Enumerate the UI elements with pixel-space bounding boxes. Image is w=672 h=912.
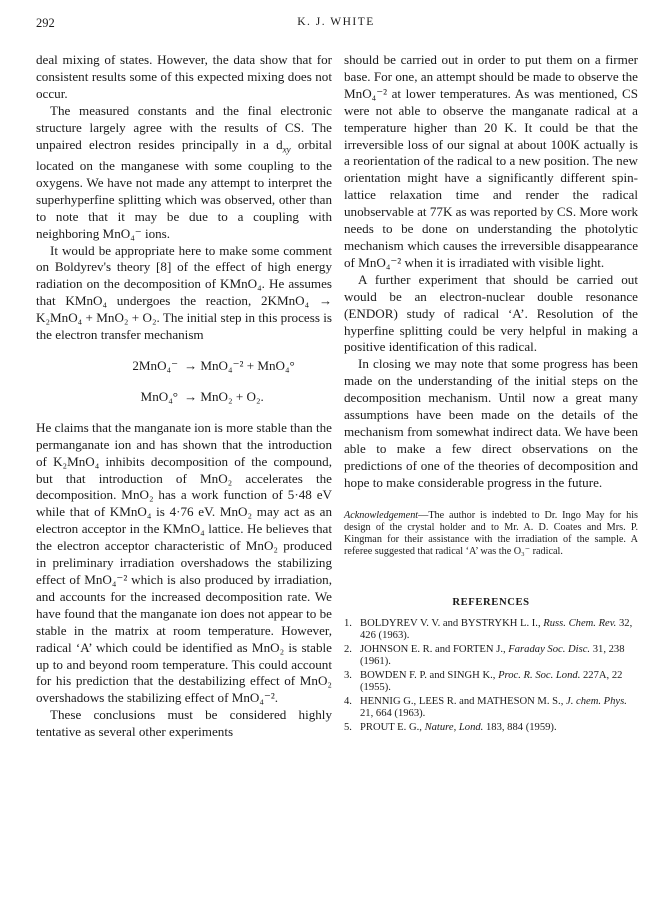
reference-authors: HENNIG G., LEES R. and MATHESON M. S.,: [360, 695, 566, 707]
reference-number: 4.: [344, 695, 352, 707]
paragraph: He claims that the manganate ion is more stable than the permanganate ion and has shown that the introduction of K₂MnO₄ inhibits decomposition of the compound, but that introduction of MnO₂ accelerates the decomposition. MnO₂ has a work function of 5·48 eV while that of KMnO₄ is 4·76 eV. MnO₂ may act as an electron acceptor in the KMnO₄ lattice. He believes that the electron acceptor characteristic of MnO₂ produced in preliminary irradiation overshadows the stabilizing effect of MnO₄⁻² which is also produced by irradiation, and accounts for the increased decomposition rate. We have found that the manganate ion does not appear to be stable in the matrix at room temperature. However, radical ‘A’ which could be identified as MnO₂ is stable up to and beyond room temperature. This could account for his prediction that the destabilizing effect of MnO₂ overshadows the stabilizing effect of MnO₄⁻².: [36, 419, 332, 706]
page-header: [36, 16, 636, 34]
paragraph: In closing we may note that some progress has been made on the understanding of the initial steps on the decomposition mechanism. Until now a great many assumptions have been made on the details of the mechanism from somewhat indirect data. We have been able to make a few direct observations on the predictions of one of the theories of decomposition and hope to make considerable progress in the future.: [344, 356, 638, 490]
reference-journal: Russ. Chem. Rev.: [543, 617, 617, 629]
paragraph-text: orbital located on the manganese with some coupling to the oxygens. We have not made any attempt to interpret the superhyperfine splitting which was observed, other than to note that it may be due to a coupling with neighboring MnO₄⁻ ions.: [36, 136, 332, 241]
paragraph: should be carried out in order to put them on a firmer base. For one, an attempt should be made to observe the MnO₄⁻² at lower temperatures. As was mentioned, CS were not able to observe the manganate radical at a temperature higher than 20 K. It could be that the irreversible loss of our signal at about 100K actually is a reorientation of the radical to a new position. The new orientation might have a significantly different spin-lattice relaxation time and render the radical unobservable at 77K as was reported by CS. More work needs to be done on understanding the photolytic mechanism which causes the irreversible disappearance of MnO₄⁻² when it is irradiated with visible light.: [344, 52, 638, 270]
paragraph: It would be appropriate here to make some comment on Boldyrev's theory [8] of the effect of high energy radiation on the decomposition of KMnO₄. He assumes that KMnO₄ undergoes the reaction, 2KMnO₄ → K₂MnO₄ + MnO₂ + O₂. The initial step in this process is the electron transfer mechanism: [36, 242, 332, 343]
equation-rhs: → MnO₂ + O₂.: [184, 388, 264, 404]
paragraph: These conclusions must be considered highly tentative as several other experiments: [36, 707, 332, 740]
acknowledgement-label: Acknowledgement: [344, 509, 419, 521]
paragraph-text: The measured constants and the final electronic structure largely agree with the results of CS. The unpaired electron resides principally in a d: [36, 102, 332, 152]
reference-item: [344, 696, 638, 721]
reference-item: [344, 644, 638, 669]
equation-1: [36, 358, 332, 375]
reference-journal: Faraday Soc. Disc.: [508, 643, 591, 655]
equation-lhs: MnO₄°: [140, 388, 178, 404]
equation-block: [36, 358, 332, 406]
reference-details: 227A, 22 (1955).: [360, 669, 623, 694]
reference-item: [344, 670, 638, 695]
paragraph: A further experiment that should be carried out would be an electron-nuclear double resonance (ENDOR) study of radical ‘A’. Resolution of the hyperfine splitting could be very helpful in making a positive identification of this radical.: [344, 271, 638, 355]
reference-number: 3.: [344, 669, 352, 681]
acknowledgement: [344, 510, 638, 559]
reference-number: 5.: [344, 721, 352, 733]
reference-journal: Proc. R. Soc. Lond.: [498, 669, 581, 681]
reference-details: 32, 426 (1963).: [360, 617, 633, 642]
page-number: 292: [36, 16, 55, 30]
reference-authors: JOHNSON E. R. and FORTEN J.,: [360, 643, 509, 655]
reference-journal: J. chem. Phys.: [566, 695, 627, 707]
reference-authors: BOLDYREV V. V. and BYSTRYKH L. I.,: [360, 617, 544, 629]
right-column: [344, 52, 638, 735]
reference-number: 1.: [344, 617, 352, 629]
equation-lhs: 2MnO₄⁻: [132, 358, 178, 374]
reference-authors: BOWDEN F. P. and SINGH K.,: [360, 669, 499, 681]
reference-item: [344, 722, 638, 735]
running-head: K. J. WHITE: [297, 16, 375, 28]
reference-number: 2.: [344, 643, 352, 655]
reference-authors: PROUT E. G.,: [360, 721, 425, 733]
equation-rhs: → MnO₄⁻² + MnO₄°: [184, 358, 295, 374]
reference-item: [344, 618, 638, 643]
orbital-subscript: xy: [282, 144, 291, 155]
references-heading: REFERENCES: [452, 596, 530, 608]
references-list: [344, 618, 638, 735]
acknowledgement-text: —The author is indebted to Dr. Ingo May for his design of the crystal holder and to Mr. A. D. Coates and Mrs. P. Kingman for their assistance with the irradiation of the sample. A referee suggested that radical ‘A’ was the O₃⁻ radical.: [344, 509, 638, 558]
paragraph: deal mixing of states. However, the data show that for consistent results some of this expected mixing does not occur.: [36, 52, 332, 101]
reference-details: 21, 664 (1963).: [360, 708, 426, 720]
left-column: [36, 52, 332, 741]
reference-journal: Nature, Lond.: [424, 721, 484, 733]
reference-details: 183, 884 (1959).: [483, 721, 557, 733]
reference-details: 31, 238 (1961).: [360, 643, 625, 668]
paragraph: [36, 103, 332, 243]
equation-2: [36, 389, 332, 406]
